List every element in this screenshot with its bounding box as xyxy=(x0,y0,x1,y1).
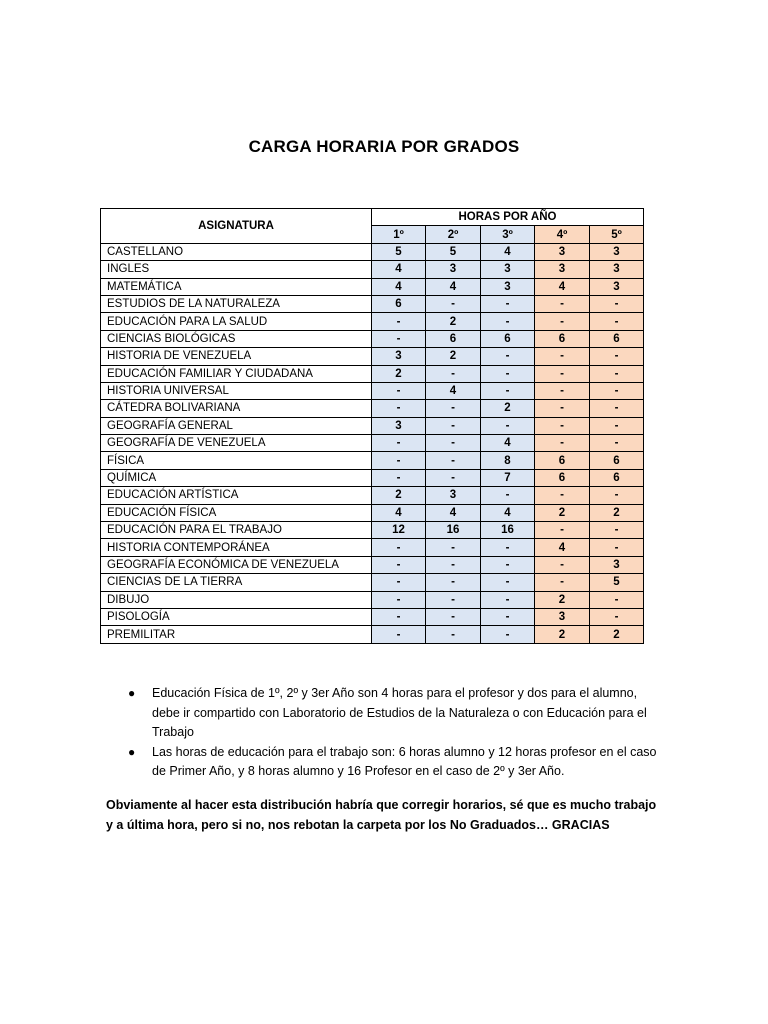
table-row xyxy=(101,261,644,278)
hours-cell: - xyxy=(372,452,426,469)
hours-cell: - xyxy=(535,313,590,330)
hours-cell: - xyxy=(481,348,535,365)
hours-cell: 2 xyxy=(426,313,481,330)
table-row xyxy=(101,469,644,486)
hours-cell: 4 xyxy=(535,278,590,295)
table-row xyxy=(101,365,644,382)
hours-cell: - xyxy=(590,539,644,556)
table-row xyxy=(101,452,644,469)
hours-cell: 4 xyxy=(481,504,535,521)
hours-cell: - xyxy=(372,539,426,556)
hours-cell: - xyxy=(590,295,644,312)
table-row xyxy=(101,382,644,399)
hours-cell: - xyxy=(372,556,426,573)
subject-cell: DIBUJO xyxy=(101,591,372,608)
hours-cell: 3 xyxy=(590,243,644,260)
hours-cell: - xyxy=(535,522,590,539)
hours-cell: - xyxy=(535,574,590,591)
subject-cell: EDUCACIÓN PARA EL TRABAJO xyxy=(101,522,372,539)
subject-cell: EDUCACIÓN FÍSICA xyxy=(101,504,372,521)
hours-cell: 3 xyxy=(590,278,644,295)
header-subject: ASIGNATURA xyxy=(101,209,372,244)
hours-cell: - xyxy=(535,435,590,452)
hours-cell: 3 xyxy=(426,487,481,504)
table-row xyxy=(101,348,644,365)
header-grade-4: 4º xyxy=(535,226,590,243)
hours-cell: 4 xyxy=(372,261,426,278)
subject-cell: ESTUDIOS DE LA NATURALEZA xyxy=(101,295,372,312)
hours-cell: 3 xyxy=(535,261,590,278)
hours-cell: 3 xyxy=(590,261,644,278)
hours-cell: 4 xyxy=(535,539,590,556)
table-row xyxy=(101,487,644,504)
table-row xyxy=(101,243,644,260)
header-grade-5: 5º xyxy=(590,226,644,243)
subject-cell: INGLES xyxy=(101,261,372,278)
hours-cell: 3 xyxy=(590,556,644,573)
hours-cell: 6 xyxy=(535,330,590,347)
header-grade-2: 2º xyxy=(426,226,481,243)
subject-cell: MATEMÁTICA xyxy=(101,278,372,295)
table-row xyxy=(101,504,644,521)
subject-cell: GEOGRAFÍA DE VENEZUELA xyxy=(101,435,372,452)
subject-cell: GEOGRAFÍA ECONÓMICA DE VENEZUELA xyxy=(101,556,372,573)
hours-cell: - xyxy=(535,400,590,417)
hours-cell: - xyxy=(426,365,481,382)
hours-cell: - xyxy=(535,556,590,573)
table-row xyxy=(101,330,644,347)
hours-cell: 6 xyxy=(481,330,535,347)
hours-cell: - xyxy=(372,591,426,608)
hours-cell: - xyxy=(372,469,426,486)
hours-cell: - xyxy=(426,591,481,608)
hours-cell: - xyxy=(590,435,644,452)
hours-cell: - xyxy=(426,295,481,312)
list-item xyxy=(128,684,668,743)
hours-cell: 6 xyxy=(535,452,590,469)
subject-cell: FÍSICA xyxy=(101,452,372,469)
hours-cell: - xyxy=(372,435,426,452)
hours-cell: 2 xyxy=(535,591,590,608)
hours-cell: - xyxy=(426,417,481,434)
hours-cell: - xyxy=(481,313,535,330)
hours-cell: - xyxy=(535,417,590,434)
hours-table xyxy=(100,208,644,644)
hours-cell: 3 xyxy=(481,261,535,278)
hours-cell: - xyxy=(535,382,590,399)
hours-cell: 4 xyxy=(426,382,481,399)
page-title: CARGA HORARIA POR GRADOS xyxy=(248,137,520,156)
hours-cell: - xyxy=(590,365,644,382)
hours-cell: 2 xyxy=(372,365,426,382)
hours-cell: 5 xyxy=(372,243,426,260)
hours-cell: - xyxy=(481,382,535,399)
hours-cell: - xyxy=(372,400,426,417)
hours-cell: 4 xyxy=(372,504,426,521)
hours-cell: - xyxy=(590,382,644,399)
hours-cell: - xyxy=(481,556,535,573)
hours-cell: 6 xyxy=(590,330,644,347)
hours-cell: 2 xyxy=(535,626,590,643)
hours-cell: - xyxy=(590,522,644,539)
hours-cell: - xyxy=(481,487,535,504)
subject-cell: EDUCACIÓN PARA LA SALUD xyxy=(101,313,372,330)
hours-cell: 3 xyxy=(481,278,535,295)
hours-cell: 3 xyxy=(372,348,426,365)
hours-cell: - xyxy=(481,295,535,312)
hours-cell: - xyxy=(372,382,426,399)
subject-cell: HISTORIA CONTEMPORÁNEA xyxy=(101,539,372,556)
table-row xyxy=(101,574,644,591)
hours-cell: - xyxy=(481,626,535,643)
hours-cell: 2 xyxy=(535,504,590,521)
hours-cell: 3 xyxy=(535,608,590,625)
hours-cell: 3 xyxy=(426,261,481,278)
hours-cell: - xyxy=(481,591,535,608)
hours-cell: - xyxy=(481,417,535,434)
subject-cell: CIENCIAS DE LA TIERRA xyxy=(101,574,372,591)
hours-cell: 4 xyxy=(426,504,481,521)
hours-cell: 6 xyxy=(426,330,481,347)
subject-cell: GEOGRAFÍA GENERAL xyxy=(101,417,372,434)
table-row xyxy=(101,278,644,295)
hours-cell: 2 xyxy=(372,487,426,504)
table-row xyxy=(101,295,644,312)
hours-cell: - xyxy=(372,313,426,330)
table-row xyxy=(101,556,644,573)
header-hours-per-year: HORAS POR AÑO xyxy=(372,209,644,226)
header-grade-3: 3º xyxy=(481,226,535,243)
subject-cell: QUÍMICA xyxy=(101,469,372,486)
hours-cell: 6 xyxy=(535,469,590,486)
hours-cell: - xyxy=(590,313,644,330)
hours-cell: - xyxy=(481,608,535,625)
subject-cell: CÁTEDRA BOLIVARIANA xyxy=(101,400,372,417)
hours-cell: - xyxy=(481,539,535,556)
hours-cell: - xyxy=(426,452,481,469)
hours-cell: - xyxy=(426,626,481,643)
hours-cell: 4 xyxy=(372,278,426,295)
closing-paragraph: Obviamente al hacer esta distribución habría que corregir horarios, sé que es mucho trabajo y a última hora, pero si no, nos rebotan la carpeta por los No Graduados… GRACIAS xyxy=(106,798,657,832)
hours-cell: - xyxy=(590,608,644,625)
hours-cell: - xyxy=(590,591,644,608)
subject-cell: CASTELLANO xyxy=(101,243,372,260)
hours-cell: 3 xyxy=(535,243,590,260)
hours-cell: 16 xyxy=(426,522,481,539)
hours-cell: - xyxy=(426,400,481,417)
hours-cell: 4 xyxy=(481,243,535,260)
note-text: Educación Física de 1º, 2º y 3er Año son 4 horas para el profesor y dos para el alumno, debe ir compartido con Laboratorio de Estudios de la Naturaleza o con Educación para el Trabajo xyxy=(152,686,647,739)
hours-cell: 2 xyxy=(590,626,644,643)
hours-cell: 2 xyxy=(590,504,644,521)
hours-cell: - xyxy=(372,608,426,625)
subject-cell: EDUCACIÓN FAMILIAR Y CIUDADANA xyxy=(101,365,372,382)
notes-list xyxy=(128,684,668,782)
hours-cell: 6 xyxy=(590,452,644,469)
hours-cell: 8 xyxy=(481,452,535,469)
hours-cell: - xyxy=(535,295,590,312)
list-item xyxy=(128,743,668,782)
hours-cell: 3 xyxy=(372,417,426,434)
table-row xyxy=(101,608,644,625)
hours-cell: - xyxy=(535,487,590,504)
subject-cell: EDUCACIÓN ARTÍSTICA xyxy=(101,487,372,504)
hours-cell: - xyxy=(535,348,590,365)
hours-cell: - xyxy=(426,539,481,556)
hours-cell: 5 xyxy=(426,243,481,260)
table-row xyxy=(101,522,644,539)
hours-cell: - xyxy=(590,348,644,365)
table-row xyxy=(101,539,644,556)
subject-cell: HISTORIA UNIVERSAL xyxy=(101,382,372,399)
subject-cell: PREMILITAR xyxy=(101,626,372,643)
subject-cell: CIENCIAS BIOLÓGICAS xyxy=(101,330,372,347)
subject-cell: HISTORIA DE VENEZUELA xyxy=(101,348,372,365)
table-row xyxy=(101,400,644,417)
hours-cell: 5 xyxy=(590,574,644,591)
note-text: Las horas de educación para el trabajo son: 6 horas alumno y 12 horas profesor en el caso de Primer Año, y 8 horas alumno y 16 Profesor en el caso de 2º y 3er Año. xyxy=(152,744,657,778)
hours-cell: - xyxy=(372,330,426,347)
hours-cell: - xyxy=(426,435,481,452)
hours-cell: - xyxy=(426,574,481,591)
subject-cell: PISOLOGÍA xyxy=(101,608,372,625)
hours-cell: 12 xyxy=(372,522,426,539)
hours-cell: 2 xyxy=(426,348,481,365)
hours-cell: - xyxy=(590,417,644,434)
table-row xyxy=(101,417,644,434)
hours-cell: - xyxy=(590,400,644,417)
hours-cell: - xyxy=(372,626,426,643)
hours-cell: 16 xyxy=(481,522,535,539)
hours-cell: - xyxy=(426,469,481,486)
table-row xyxy=(101,435,644,452)
bullet-icon: ● xyxy=(128,686,136,700)
table-row xyxy=(101,626,644,643)
hours-cell: 2 xyxy=(481,400,535,417)
hours-cell: - xyxy=(590,487,644,504)
hours-cell: 6 xyxy=(590,469,644,486)
hours-cell: - xyxy=(481,365,535,382)
hours-cell: 4 xyxy=(481,435,535,452)
bullet-icon: ● xyxy=(128,744,136,759)
hours-cell: - xyxy=(372,574,426,591)
hours-cell: - xyxy=(535,365,590,382)
hours-cell: - xyxy=(426,608,481,625)
table-row xyxy=(101,591,644,608)
hours-cell: 6 xyxy=(372,295,426,312)
header-grade-1: 1º xyxy=(372,226,426,243)
hours-cell: - xyxy=(426,556,481,573)
table-row xyxy=(101,313,644,330)
hours-cell: 4 xyxy=(426,278,481,295)
hours-cell: - xyxy=(481,574,535,591)
hours-cell: 7 xyxy=(481,469,535,486)
